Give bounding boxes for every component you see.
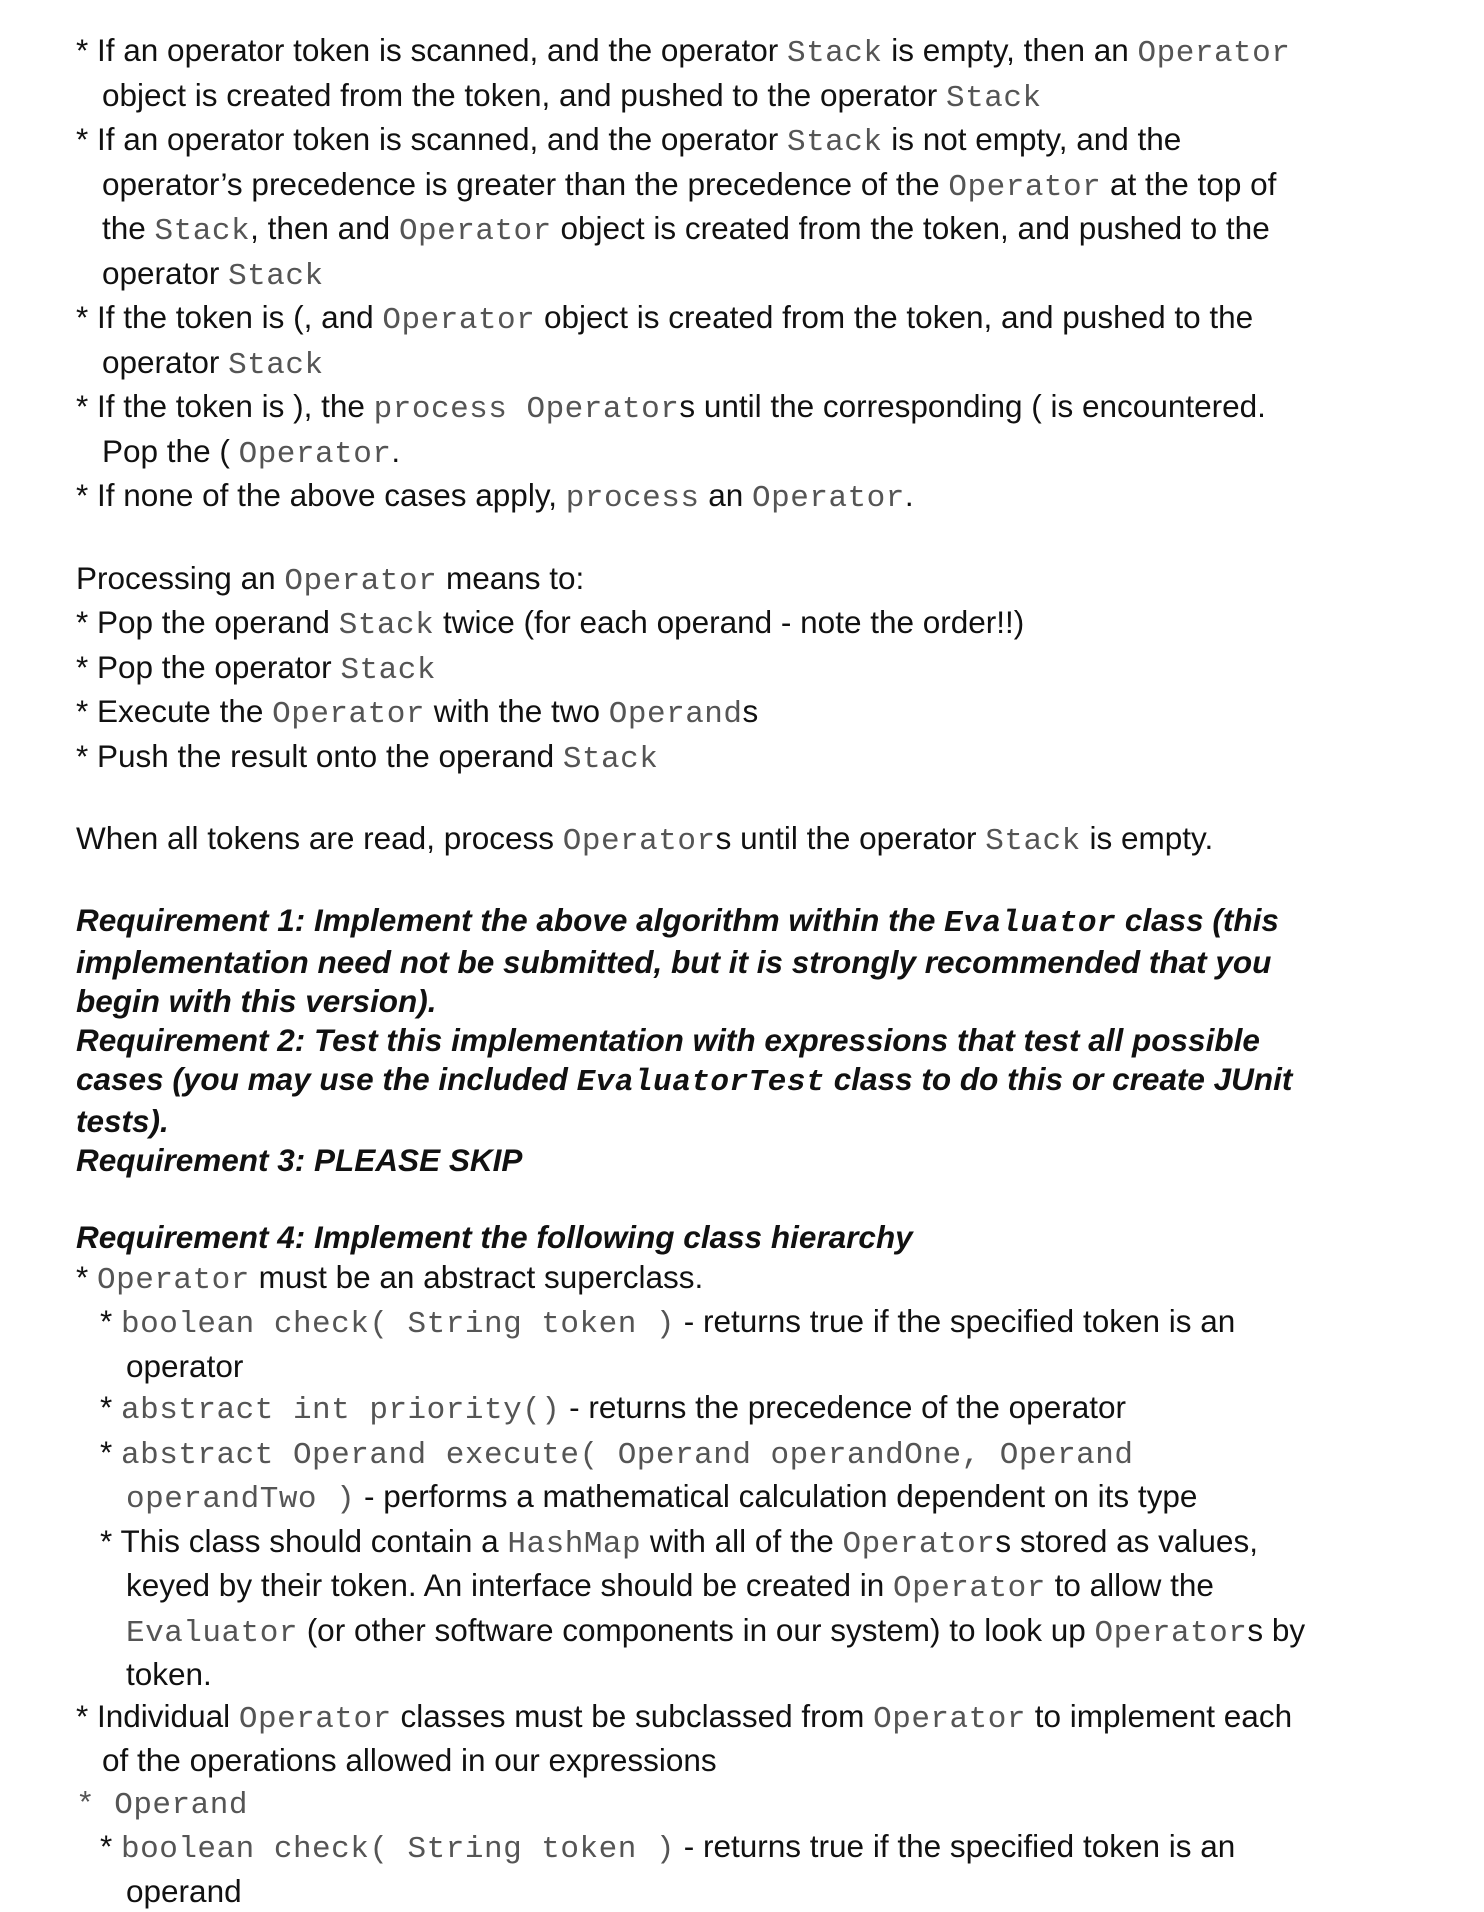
bullet-operator-nonempty-stack-cont-1: operator’s precedence is greater than the precedence of the Operator at the top of: [76, 164, 1406, 209]
requirement-2-line-3: tests).: [76, 1102, 1406, 1141]
hierarchy-operator-hashmap: * This class should contain a HashMap with all of the Operators stored as values,: [76, 1521, 1406, 1566]
spacer: [76, 863, 1406, 901]
bullet-close-paren: * If the token is ), the process Operators until the corresponding ( is encountered.: [76, 386, 1406, 431]
when-all-tokens-read: When all tokens are read, process Operators until the operator Stack is empty.: [76, 818, 1406, 863]
document-page: [76, 30, 1406, 1912]
hierarchy-operator-priority: * abstract int priority() - returns the precedence of the operator: [76, 1387, 1406, 1432]
processing-item-push-result: * Push the result onto the operand Stack: [76, 736, 1406, 781]
bullet-open-paren-cont: operator Stack: [76, 342, 1406, 387]
requirement-2-line-2: cases (you may use the included EvaluatorTest class to do this or create JUnit: [76, 1060, 1406, 1102]
hierarchy-operator-execute-cont: operandTwo ) - performs a mathematical calculation dependent on its type: [76, 1476, 1406, 1521]
hierarchy-operator-subclasses-cont: of the operations allowed in our expressions: [76, 1740, 1406, 1782]
hierarchy-operator-hashmap-cont-2: Evaluator (or other software components in our system) to look up Operators by: [76, 1610, 1406, 1655]
hierarchy-operator-subclasses: * Individual Operator classes must be subclassed from Operator to implement each: [76, 1696, 1406, 1741]
hierarchy-operand-check: * boolean check( String token ) - returns true if the specified token is an: [76, 1826, 1406, 1871]
processing-item-pop-operand: * Pop the operand Stack twice (for each operand - note the order!!): [76, 602, 1406, 647]
requirement-4: Requirement 4: Implement the following class hierarchy: [76, 1218, 1406, 1257]
bullet-operator-nonempty-stack-cont-3: operator Stack: [76, 253, 1406, 298]
requirement-1-line-3: begin with this version).: [76, 982, 1406, 1021]
requirement-2-line-1: Requirement 2: Test this implementation with expressions that test all possible: [76, 1021, 1406, 1060]
spacer: [76, 780, 1406, 818]
requirement-3: Requirement 3: PLEASE SKIP: [76, 1141, 1406, 1180]
bullet-operator-nonempty-stack: * If an operator token is scanned, and the operator Stack is not empty, and the: [76, 119, 1406, 164]
bullet-default-case: * If none of the above cases apply, process an Operator.: [76, 475, 1406, 520]
hierarchy-operator-check-cont: operator: [76, 1346, 1406, 1388]
requirement-1-line-2: implementation need not be submitted, but it is strongly recommended that you: [76, 943, 1406, 982]
bullet-operator-empty-stack: * If an operator token is scanned, and the operator Stack is empty, then an Operator: [76, 30, 1406, 75]
processing-item-execute: * Execute the Operator with the two Operands: [76, 691, 1406, 736]
hierarchy-operator-execute: * abstract Operand execute( Operand operandOne, Operand: [76, 1432, 1406, 1477]
bullet-operator-empty-stack-cont: object is created from the token, and pushed to the operator Stack: [76, 75, 1406, 120]
bullet-operator-nonempty-stack-cont-2: the Stack, then and Operator object is created from the token, and pushed to the: [76, 208, 1406, 253]
requirement-1-line-1: Requirement 1: Implement the above algorithm within the Evaluator class (this: [76, 901, 1406, 943]
spacer: [76, 520, 1406, 558]
hierarchy-operand-check-cont: operand: [76, 1871, 1406, 1912]
hierarchy-operator-hashmap-cont-3: token.: [76, 1654, 1406, 1696]
bullet-open-paren: * If the token is (, and Operator object is created from the token, and pushed to the: [76, 297, 1406, 342]
hierarchy-operator-hashmap-cont-1: keyed by their token. An interface should be created in Operator to allow the: [76, 1565, 1406, 1610]
bullet-close-paren-cont: Pop the ( Operator.: [76, 431, 1406, 476]
hierarchy-operator-abstract: * Operator must be an abstract superclass.: [76, 1257, 1406, 1302]
processing-heading: Processing an Operator means to:: [76, 558, 1406, 603]
hierarchy-operator-check: * boolean check( String token ) - returns true if the specified token is an: [76, 1301, 1406, 1346]
hierarchy-operand: * Operand: [76, 1782, 1406, 1827]
spacer: [76, 1180, 1406, 1218]
processing-item-pop-operator: * Pop the operator Stack: [76, 647, 1406, 692]
